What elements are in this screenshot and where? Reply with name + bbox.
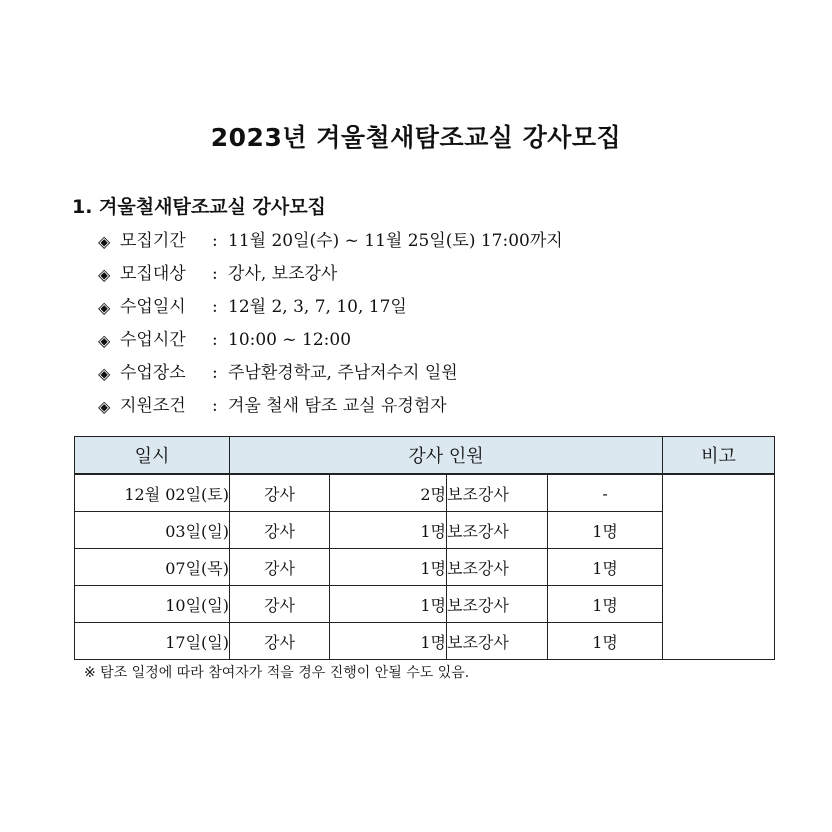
header-staff: 강사 인원	[230, 437, 663, 475]
date-cell: 10일(일)	[75, 586, 230, 623]
count-cell: 1명	[330, 586, 447, 623]
info-label: 모집대상	[120, 264, 186, 284]
info-label: 수업시간	[120, 330, 186, 350]
role-cell: 강사	[230, 549, 330, 586]
diamond-bullet-icon: ◈	[98, 298, 111, 317]
info-label: 모집기간	[120, 231, 186, 251]
count-cell: 1명	[330, 623, 447, 660]
info-value: 강사, 보조강사	[228, 264, 338, 284]
role-cell: 보조강사	[447, 512, 548, 549]
diamond-bullet-icon: ◈	[98, 232, 111, 251]
info-item-location	[98, 357, 563, 390]
role-cell: 보조강사	[447, 549, 548, 586]
diamond-bullet-icon: ◈	[98, 331, 111, 350]
info-item-class-dates	[98, 291, 563, 324]
info-separator: :	[212, 330, 218, 350]
info-list	[98, 225, 563, 423]
diamond-bullet-icon: ◈	[98, 364, 111, 383]
diamond-bullet-icon: ◈	[98, 265, 111, 284]
table-row	[75, 474, 775, 512]
date-cell: 17일(일)	[75, 623, 230, 660]
info-value: 12월 2, 3, 7, 10, 17일	[228, 297, 407, 317]
info-separator: :	[212, 297, 218, 317]
info-value: 주남환경학교, 주남저수지 일원	[228, 363, 458, 383]
header-remarks: 비고	[663, 437, 775, 475]
role-cell: 보조강사	[447, 623, 548, 660]
table-header-row	[75, 437, 775, 475]
header-date: 일시	[75, 437, 230, 475]
role-cell: 보조강사	[447, 586, 548, 623]
info-separator: :	[212, 231, 218, 251]
role-cell: 강사	[230, 474, 330, 512]
remarks-cell	[663, 474, 775, 660]
count-cell: 1명	[330, 512, 447, 549]
date-cell: 07일(목)	[75, 549, 230, 586]
info-item-requirements	[98, 390, 563, 423]
role-cell: 강사	[230, 512, 330, 549]
info-value: 10:00 ~ 12:00	[228, 330, 352, 350]
role-cell: 강사	[230, 586, 330, 623]
page-title: 2023년 겨울철새탐조교실 강사모집	[210, 123, 622, 152]
info-item-class-time	[98, 324, 563, 357]
section-heading: 1. 겨울철새탐조교실 강사모집	[72, 196, 326, 218]
footnote: ※ 탐조 일정에 따라 참여자가 적을 경우 진행이 안될 수도 있음.	[84, 665, 470, 681]
date-cell: 12월 02일(토)	[75, 474, 230, 512]
diamond-bullet-icon: ◈	[98, 397, 111, 416]
count-cell: 1명	[548, 586, 663, 623]
role-cell: 보조강사	[447, 474, 548, 512]
info-label: 지원조건	[120, 396, 186, 416]
info-label: 수업장소	[120, 363, 186, 383]
date-cell: 03일(일)	[75, 512, 230, 549]
schedule-table	[74, 436, 775, 660]
info-separator: :	[212, 363, 218, 383]
count-cell: 1명	[548, 512, 663, 549]
info-separator: :	[212, 264, 218, 284]
count-cell: 1명	[548, 549, 663, 586]
info-separator: :	[212, 396, 218, 416]
count-cell: -	[548, 474, 663, 512]
count-cell: 1명	[330, 549, 447, 586]
info-item-recruitment-period	[98, 225, 563, 258]
info-value: 겨울 철새 탐조 교실 유경험자	[228, 396, 447, 416]
role-cell: 강사	[230, 623, 330, 660]
info-label: 수업일시	[120, 297, 186, 317]
info-value: 11월 20일(수) ~ 11월 25일(토) 17:00까지	[228, 231, 563, 251]
count-cell: 2명	[330, 474, 447, 512]
count-cell: 1명	[548, 623, 663, 660]
info-item-target	[98, 258, 563, 291]
